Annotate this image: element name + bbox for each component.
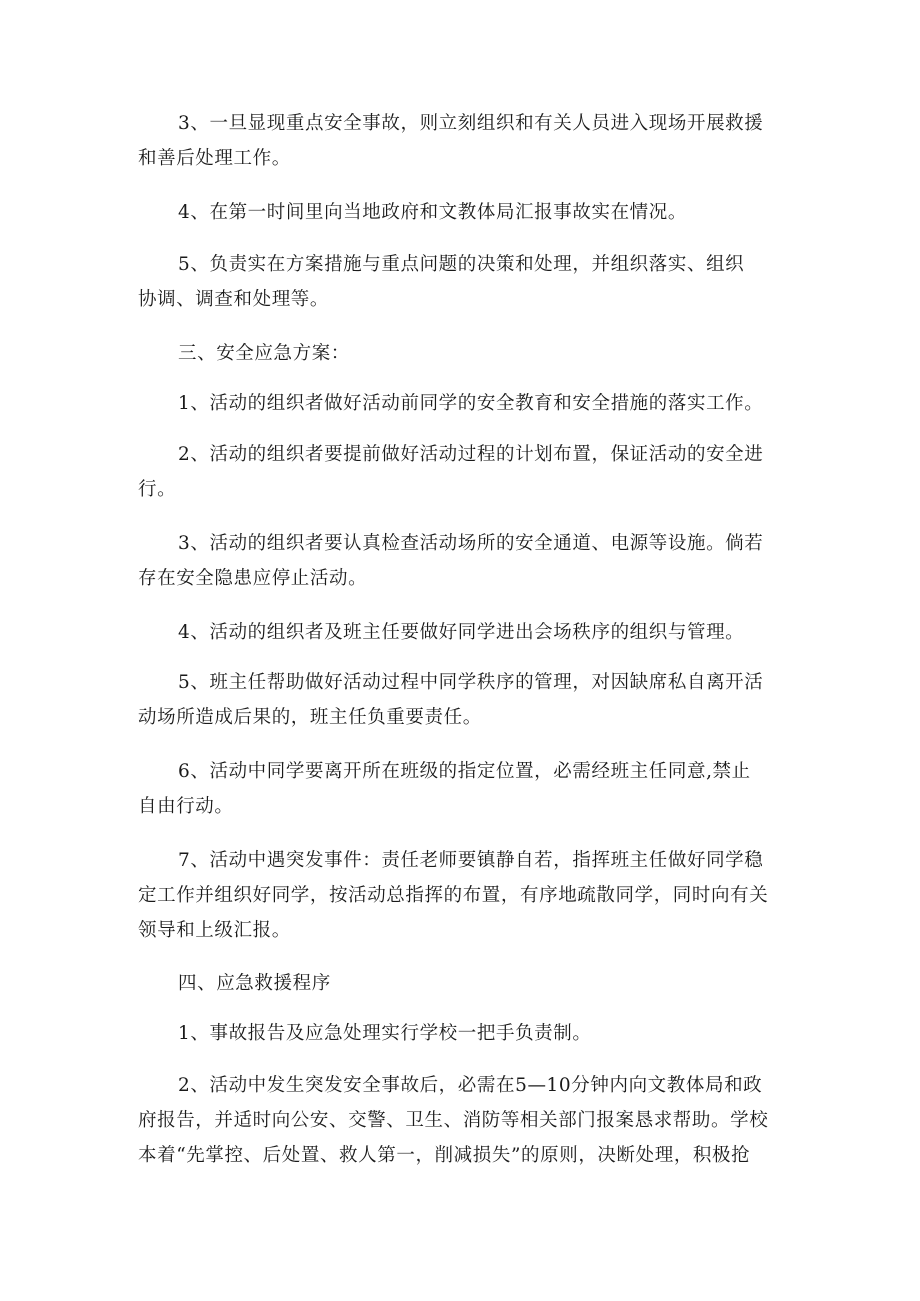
paragraph-plan-2	[138, 437, 806, 507]
paragraph-plan-1	[138, 386, 806, 421]
paragraph-plan-4	[138, 615, 806, 650]
paragraph-line: 府报告，并适时向公安、交警、卫生、消防等相关部门报案恳求帮助。学校	[138, 1110, 769, 1131]
section-heading-text: 四、应急救援程序	[178, 973, 331, 994]
paragraph-line: 动场所造成后果的，班主任负重要责任。	[138, 707, 482, 728]
paragraph-line: 定工作并组织好同学，按活动总指挥的布置，有序地疏散同学，同时向有关	[138, 885, 769, 906]
paragraph-line: 3、一旦显现重点安全事故，则立刻组织和有关人员进入现场开展救援	[178, 113, 764, 134]
paragraph-line: 协调、调查和处理等。	[138, 289, 330, 310]
paragraph-line: 2、活动的组织者要提前做好活动过程的计划布置，保证活动的安全进	[178, 444, 764, 465]
paragraph-line: 7、活动中遇突发事件：责任老师要镇静自若，指挥班主任做好同学稳	[178, 850, 764, 871]
paragraph-line: 领导和上级汇报。	[138, 920, 291, 941]
paragraph-procedure-1	[138, 1016, 806, 1051]
paragraph-line: 行。	[138, 479, 177, 500]
paragraph-line: 2、活动中发生突发安全事故后，必需在5—10分钟内向文教体局和政	[178, 1075, 763, 1096]
section-heading-text: 三、安全应急方案：	[178, 343, 350, 364]
paragraph-item-4-report	[138, 195, 806, 230]
paragraph-line: 5、负责实在方案措施与重点问题的决策和处理，并组织落实、组织	[178, 254, 745, 275]
paragraph-line: 和善后处理工作。	[138, 148, 291, 169]
paragraph-line: 4、活动的组织者及班主任要做好同学进出会场秩序的组织与管理。	[178, 622, 745, 643]
paragraph-line: 1、事故报告及应急处理实行学校一把手负责制。	[178, 1023, 592, 1044]
paragraph-plan-7	[138, 843, 806, 948]
paragraph-plan-3	[138, 526, 806, 596]
paragraph-procedure-2	[138, 1068, 806, 1173]
paragraph-line: 1、活动的组织者做好活动前同学的安全教育和安全措施的落实工作。	[178, 393, 764, 414]
section-heading-3	[138, 336, 806, 371]
paragraph-item-5-decision	[138, 247, 806, 317]
paragraph-line: 存在安全隐患应停止活动。	[138, 568, 368, 589]
paragraph-line: 自由行动。	[138, 796, 234, 817]
paragraph-line: 4、在第一时间里向当地政府和文教体局汇报事故实在情况。	[178, 202, 687, 223]
paragraph-line: 6、活动中同学要离开所在班级的指定位置，必需经班主任同意,禁止	[178, 761, 751, 782]
paragraph-line: 本着“先掌控、后处置、救人第一，削减损失”的原则，决断处理，积极抢	[138, 1145, 751, 1166]
paragraph-item-3-rescue	[138, 106, 806, 176]
paragraph-line: 3、活动的组织者要认真检查活动场所的安全通道、电源等设施。倘若	[178, 533, 764, 554]
paragraph-plan-6	[138, 754, 806, 824]
section-heading-4	[138, 966, 806, 1001]
paragraph-line: 5、班主任帮助做好活动过程中同学秩序的管理，对因缺席私自离开活	[178, 672, 764, 693]
paragraph-plan-5	[138, 665, 806, 735]
